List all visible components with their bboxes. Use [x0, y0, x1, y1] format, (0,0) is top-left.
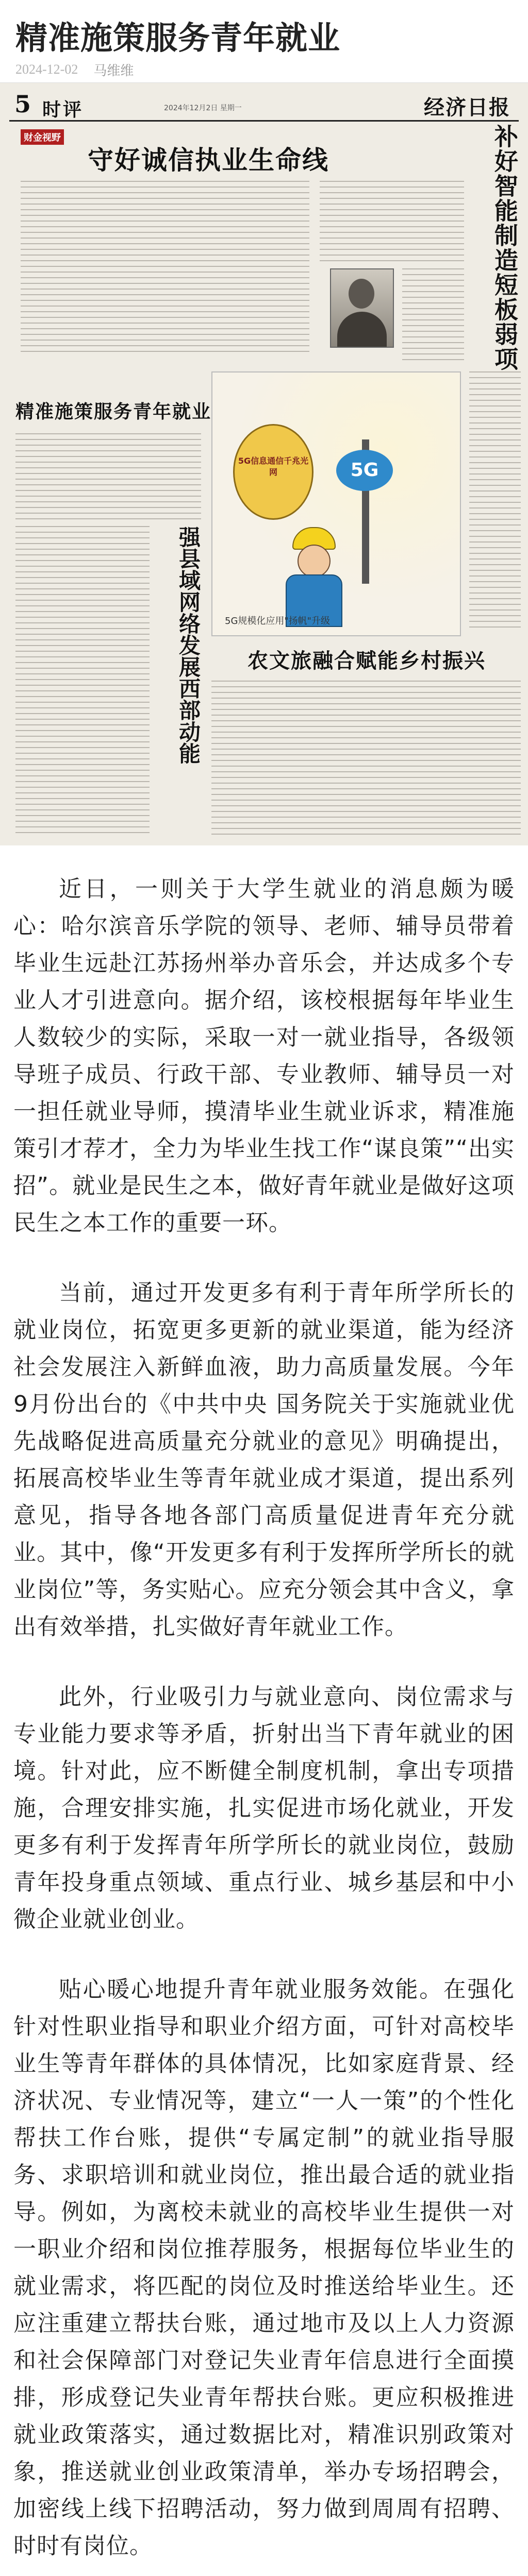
author-name: 马维维 [93, 63, 134, 78]
cartoon-caption: 5G规模化应用"扬帆"升级 [225, 616, 330, 626]
newspaper-headline-left: 精准施策服务青年就业 [15, 401, 212, 422]
text-block [211, 681, 521, 835]
text-block [15, 526, 150, 835]
text-block [402, 268, 464, 361]
newspaper-headline-side: 强县域网络发展西部动能 [176, 526, 201, 764]
text-block [469, 371, 521, 629]
worker-figure [274, 527, 352, 625]
publish-date: 2024-12-02 [15, 62, 78, 77]
newspaper-section: 时评 [42, 99, 84, 121]
article-meta [15, 62, 134, 77]
newspaper-headline-bottom: 农文旅融合赋能乡村振兴 [248, 649, 486, 673]
text-block [15, 433, 201, 521]
article-paragraph: 贴心暖心地提升青年就业服务效能。在强化针对性职业指导和职业介绍方面，可针对高校毕业生等青年群体的具体情况，比如家庭背景、经济状况、专业情况等，建立“一人一策”的个性化帮扶工作台账，提供“专属定制”的就业指导服务、求职培训和就业岗位，推出最合适的就业指导。例如，为离校未就业的高校毕业生提供一对一职业介绍和岗位推荐服务，根据每位毕业生的就业需求，将匹配的岗位及时推送给毕业生。还应注重建立帮扶台账，通过地市及以上人力资源和社会保障部门对登记失业青年信息进行全面摸排，形成登记失业青年帮扶台账。更应积极推进就业政策落实，通过数据比对，精准识别政策对象，推送就业创业政策清单，举办专场招聘会，加密线上线下招聘活动，努力做到周周有招聘、时时有岗位。 [13, 1976, 515, 2559]
newspaper-image[interactable] [0, 82, 528, 845]
balloon-icon: 5G信息通信千兆光网 [233, 424, 314, 520]
text-block [21, 181, 309, 356]
newspaper-date: 2024年12月2日 星期一 [164, 104, 242, 112]
newspaper-header [9, 88, 519, 122]
page-title: 精准施策服务青年就业 [15, 19, 341, 57]
article-paragraph: 此外，行业吸引力与就业意向、岗位需求与专业能力要求等矛盾，折射出当下青年就业的困境。针对此，应不断健全制度机制，拿出专项措施，合理安排实施，扎实促进市场化就业，开发更多有利于发挥青年所学所长的就业岗位，鼓励青年投身重点领域、重点行业、城乡基层和中小微企业就业创业。 [13, 1684, 515, 1933]
column-tag: 财金视野 [21, 129, 64, 145]
portrait-photo [330, 268, 394, 348]
5g-badge: 5G [336, 450, 393, 491]
article-body [0, 871, 528, 2576]
newspaper-page-number: 5 [14, 90, 31, 118]
newspaper-headline-right: 补好智能制造短板弱项 [491, 124, 519, 371]
cartoon-illustration [211, 371, 461, 636]
article-paragraph: 当前，通过开发更多有利于青年所学所长的就业岗位，拓宽更多更新的就业渠道，能为经济社会发展注入新鲜血液，助力高质量发展。今年9月份出台的《中共中央 国务院关于实施就业优先战略促进高质量充分就业的意见》明确提出，拓展高校毕业生等青年就业成才渠道，提出系列意见，指导各地各部门高质量促进青年充分就业。其中，像“开发更多有利于发挥所学所长的就业岗位”等，务实贴心。应充分领会其中含义，拿出有效举措，扎实做好青年就业工作。 [13, 1280, 515, 1640]
newspaper-masthead: 经济日报 [424, 95, 510, 120]
text-block [320, 181, 464, 263]
article-paragraph: 近日，一则关于大学生就业的消息颇为暖心：哈尔滨音乐学院的领导、老师、辅导员带着毕业生远赴江苏扬州举办音乐会，并达成多个专业人才引进意向。据介绍，该校根据每年毕业生人数较少的实际，采取一对一就业指导，各级领导班子成员、行政干部、专业教师、辅导员一对一担任就业导师，摸清毕业生就业诉求，精准施策引才荐才，全力为毕业生找工作“谋良策”“出实招”。就业是民生之本，做好青年就业是做好这项民生之本工作的重要一环。 [13, 876, 515, 1236]
newspaper-headline-top: 守好诚信执业生命线 [88, 145, 329, 175]
